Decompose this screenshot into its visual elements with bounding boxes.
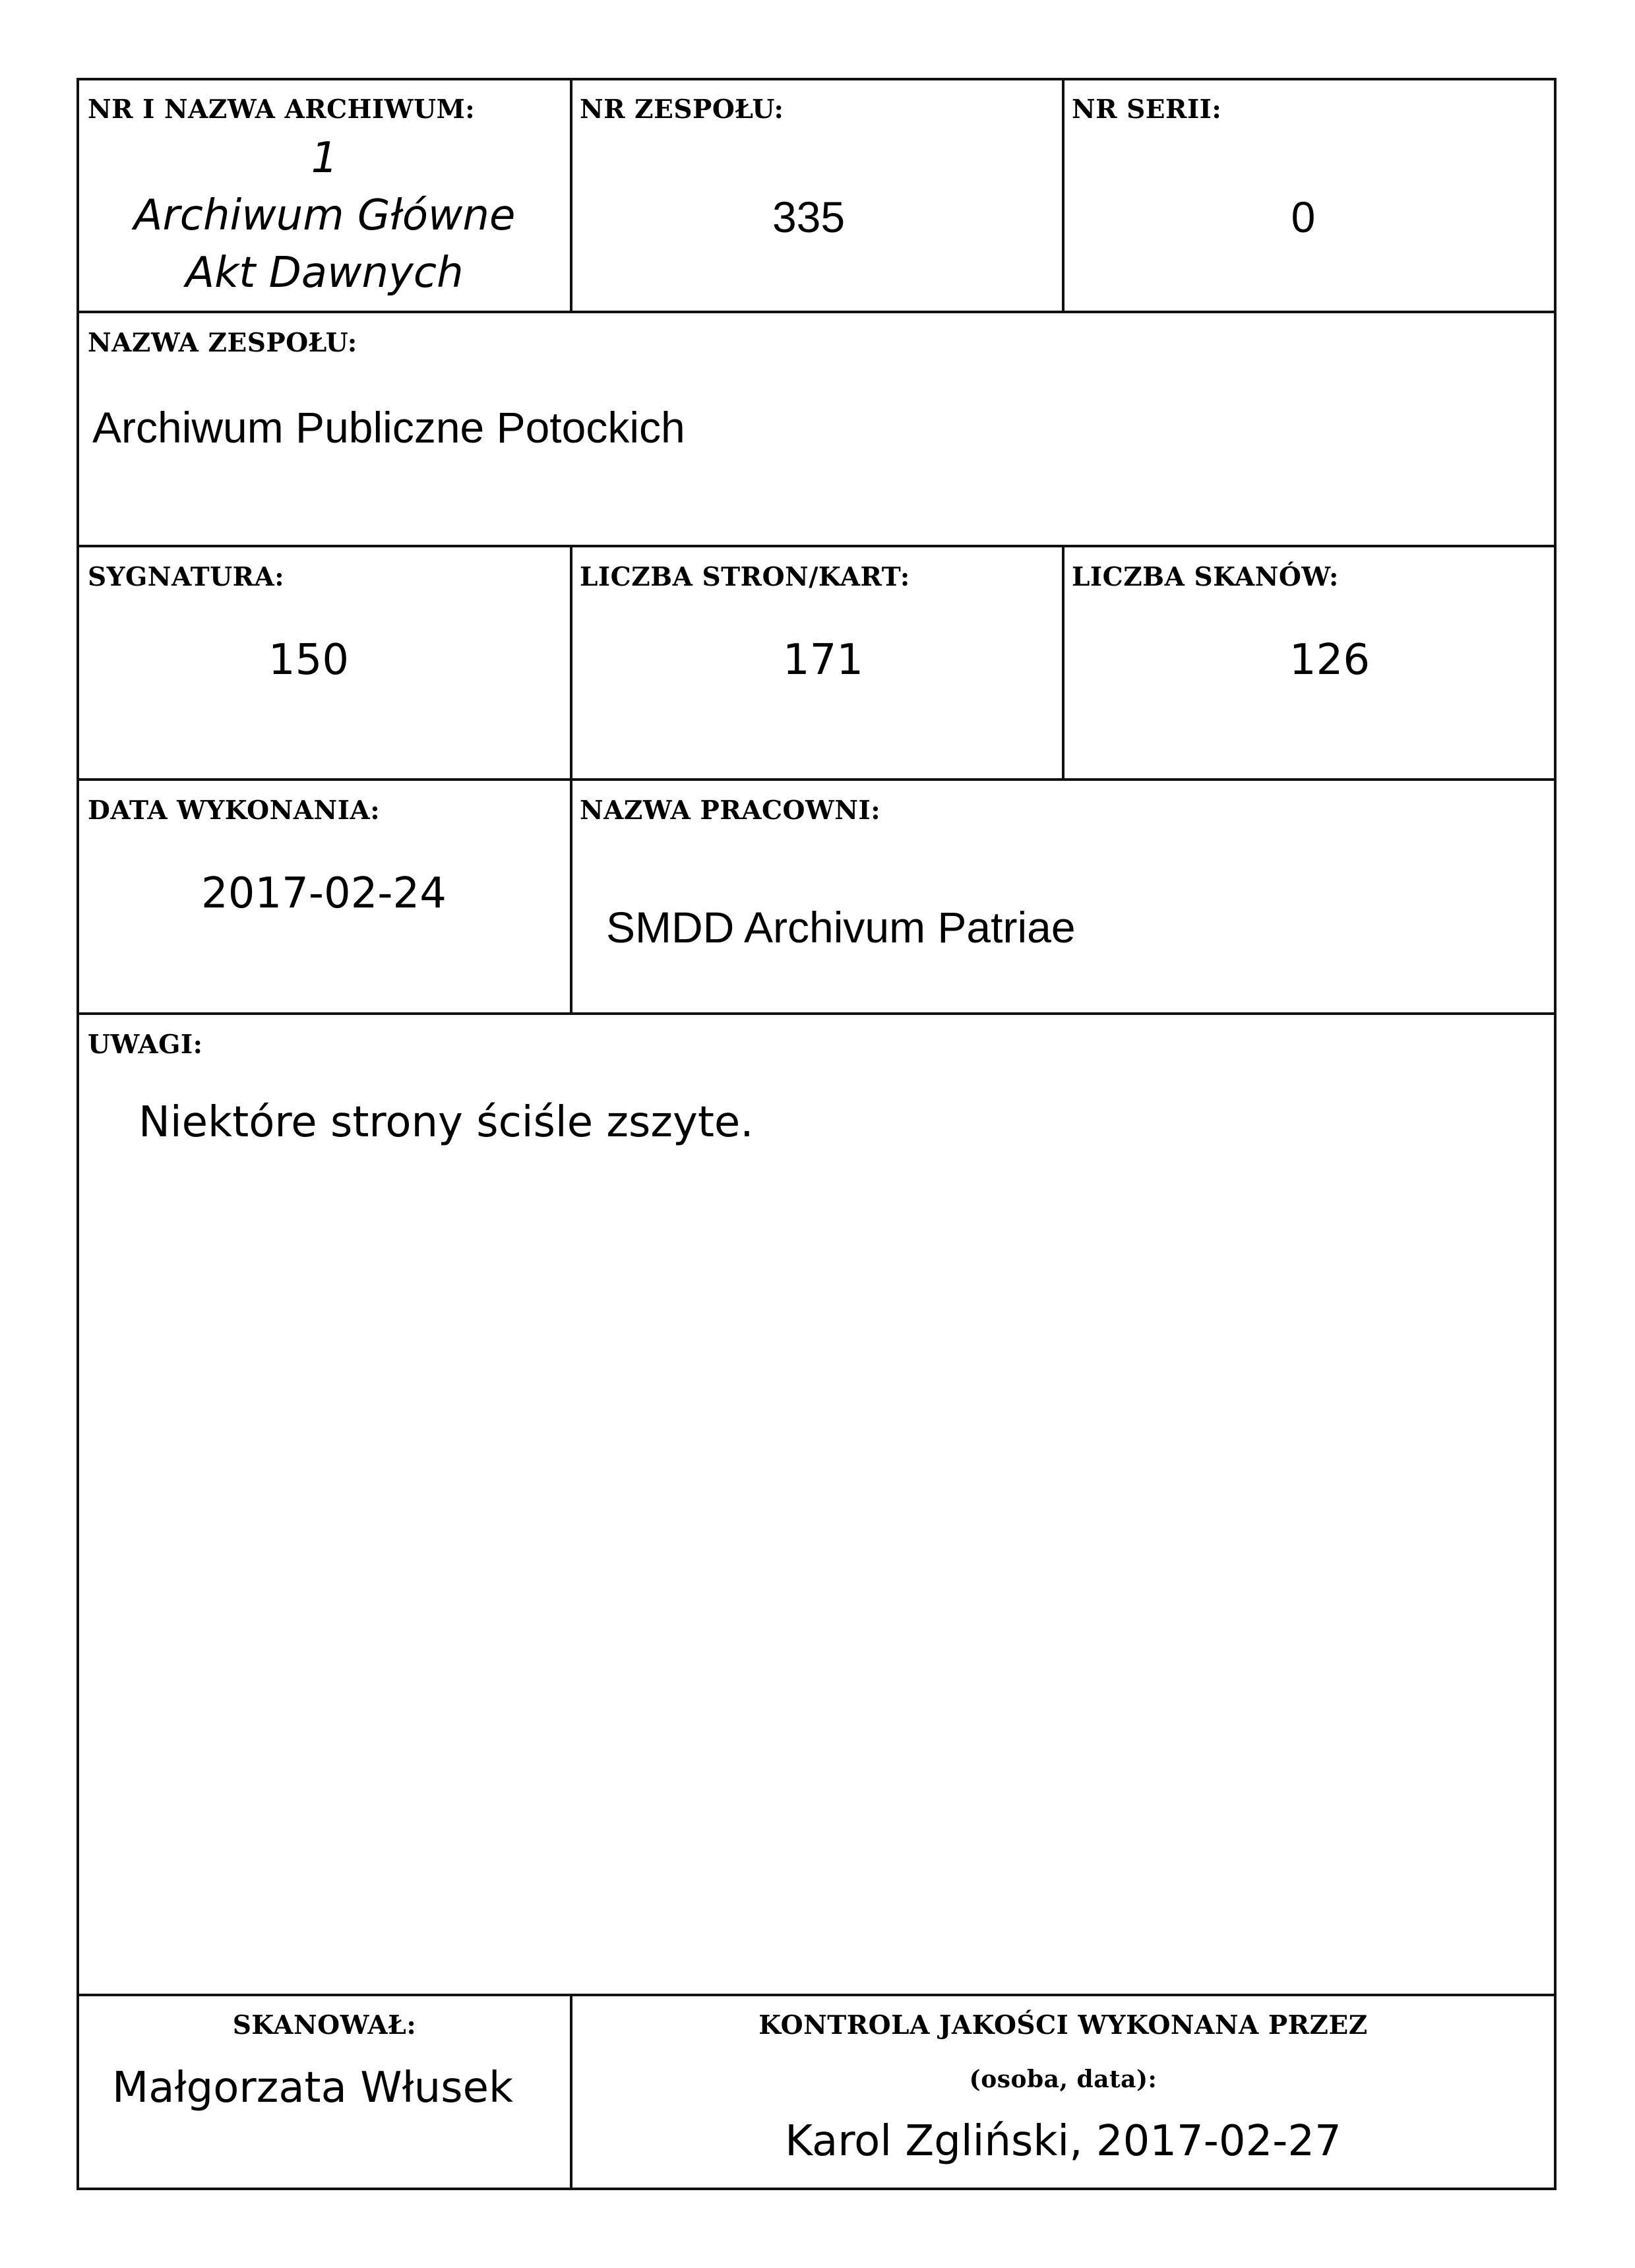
frame-right-border (1554, 78, 1557, 2190)
execution-date-value: 2017-02-24 (201, 869, 447, 918)
scanned-by-value: Małgorzata Włusek (112, 2064, 513, 2112)
frame-top-border (77, 78, 1557, 80)
signature-value: 150 (268, 636, 350, 685)
fonds-number-label: NR ZESPOŁU: (580, 94, 784, 125)
series-number-value: 0 (1291, 193, 1316, 241)
remarks-value: Niektóre strony ściśle zszyte. (139, 1098, 754, 1147)
workshop-label: NAZWA PRACOWNI: (580, 795, 881, 826)
series-number-label: NR SERII: (1072, 94, 1222, 125)
page-count-label: LICZBA STRON/KART: (580, 562, 910, 592)
archive-number: 1 (311, 134, 338, 183)
scan-count-label: LICZBA SKANÓW: (1072, 562, 1339, 592)
fonds-name-label: NAZWA ZESPOŁU: (88, 328, 357, 358)
row1-divider-1 (570, 78, 572, 313)
archive-name-line1: Archiwum Główne (133, 191, 516, 240)
quality-control-sublabel: (osoba, data): (969, 2066, 1157, 2093)
frame-left-border (77, 78, 79, 2190)
page-count-value: 171 (782, 636, 864, 685)
remarks-label: UWAGI: (88, 1029, 203, 1060)
scanned-by-label: SKANOWAŁ: (232, 2010, 417, 2040)
row2-bottom-border (77, 545, 1557, 547)
quality-control-value: Karol Zgliński, 2017-02-27 (785, 2117, 1342, 2166)
frame-bottom-border (77, 2188, 1557, 2190)
row3-divider-2 (1062, 545, 1064, 781)
quality-control-label: KONTROLA JAKOŚCI WYKONANA PRZEZ (758, 2010, 1368, 2040)
workshop-value: SMDD Archivum Patriae (606, 903, 1076, 952)
row1-divider-2 (1062, 78, 1064, 313)
archive-name-line2: Akt Dawnych (185, 249, 464, 297)
remarks-bottom-border (77, 1994, 1557, 1996)
archive-label: NR I NAZWA ARCHIWUM: (88, 94, 476, 125)
fonds-name-value: Archiwum Publiczne Potockich (92, 403, 685, 452)
fonds-number-value: 335 (772, 193, 846, 241)
signature-label: SYGNATURA: (88, 562, 285, 592)
row1-bottom-border (77, 311, 1557, 313)
row4-bottom-border (77, 1012, 1557, 1015)
row4-divider (570, 778, 572, 1015)
scan-count-value: 126 (1289, 636, 1371, 685)
row3-bottom-border (77, 778, 1557, 781)
row3-divider-1 (570, 545, 572, 781)
execution-date-label: DATA WYKONANIA: (88, 795, 381, 826)
